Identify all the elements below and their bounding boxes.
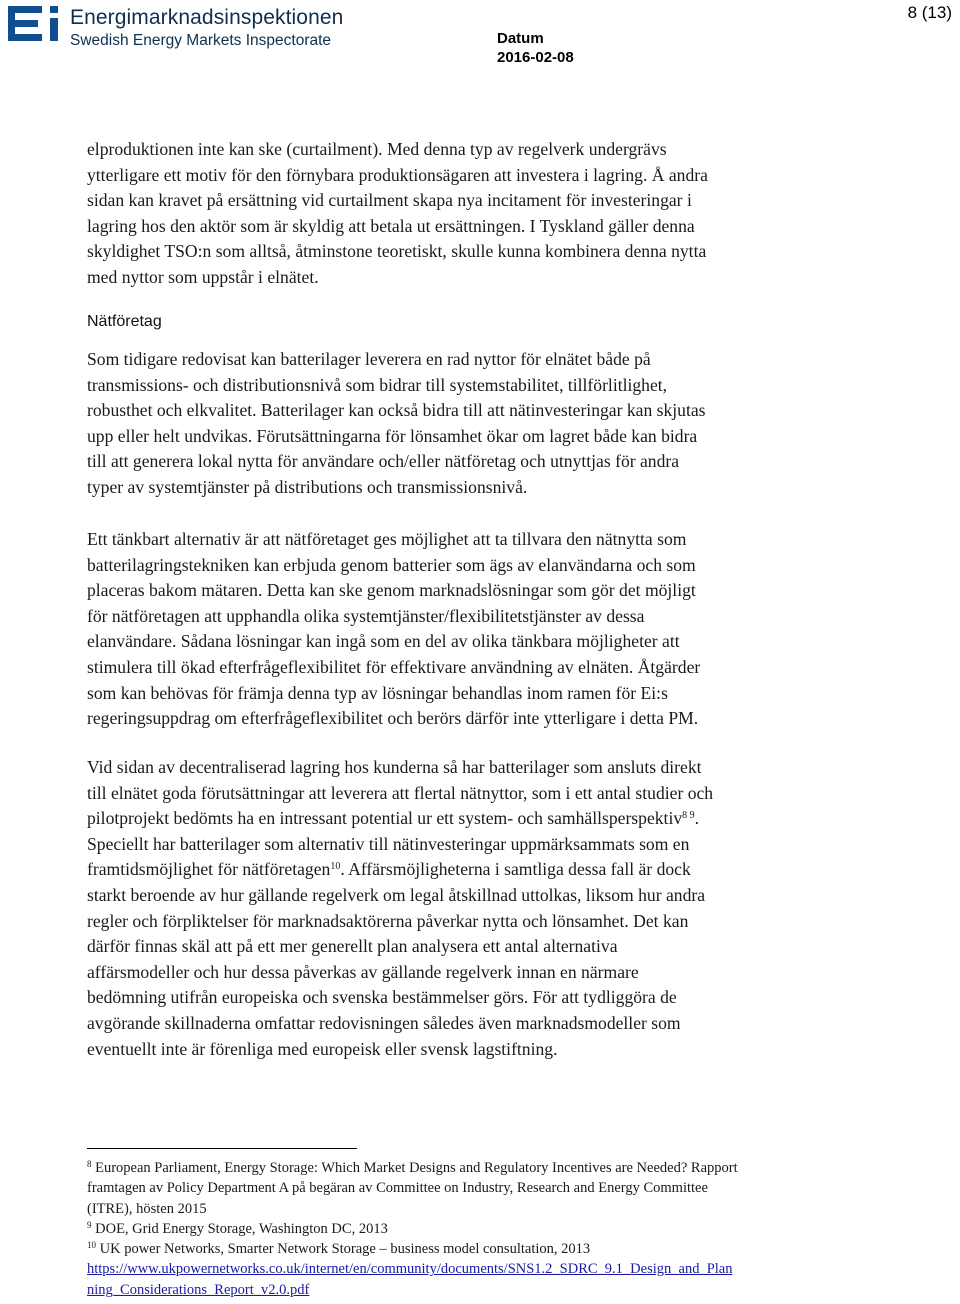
text-line: Speciellt har batterilager som alternativ till nätinvesteringar uppmärksammats som en [87, 833, 690, 854]
page-number: 8 (13) [907, 3, 952, 22]
footnote-link[interactable]: ning_Considerations_Report_v2.0.pdf [87, 1281, 310, 1298]
text-line [87, 857, 847, 883]
text-line: till att generera lokal nytta för användare och/eller nätföretag och utnyttjas för andra [87, 451, 680, 472]
footnote-link-line [87, 1280, 847, 1300]
text-line: ytterligare ett motiv för den förnybara produktionsägaren att investera i lagring. Å andra [87, 164, 708, 185]
text-line: eventuellt inte är förenliga med europeisk eller svensk lagstiftning. [87, 1038, 558, 1059]
ei-logo-icon [6, 2, 66, 48]
date-label: Datum [497, 30, 544, 47]
text-line: till elnätet goda förutsättningar att leverera att flertal nätnyttor, som i ett antal studier och [87, 782, 714, 803]
footnote-divider [87, 1148, 357, 1149]
text-line: Som tidigare redovisat kan batterilager leverera en rad nyttor för elnätet både på [87, 349, 651, 369]
footnote-10 [87, 1239, 847, 1259]
text-line: starkt beroende av hur gällande regelverk om legal åtskillnad uttolkas, liksom hur andra [87, 884, 706, 905]
text-line: batterilagringstekniken kan erbjuda genom batterier som ägs av elanvändarna och som [87, 554, 696, 575]
paragraph-grid-benefits [87, 347, 847, 501]
text-span: . Affärsmöjligheterna i samtliga dessa fall är dock [340, 859, 691, 880]
text-line: sidan kan kravet på ersättning vid curtailment skapa nya incitament för investeringar i [87, 190, 692, 211]
text-span: framtidsmöjlighet för nätföretagen [87, 859, 331, 880]
footnote-number: 9 [87, 1219, 92, 1230]
text-line: för nätföretagen att upphandla olika systemtjänster/flexibilitetstjänster av dessa [87, 605, 645, 626]
org-name: Energimarknadsinspektionen [70, 6, 344, 29]
text-line: regeringsuppdrag om efterfrågeflexibilitet och berörs därför inte ytterligare i detta PM. [87, 708, 699, 729]
footnote-number: 8 [87, 1159, 92, 1169]
text-line: transmissions- och distributionsnivå som bidrar till systemstabilitet, tillförlitlighet, [87, 374, 668, 395]
text-line: regler och förpliktelser för marknadsaktörerna påverkar nytta och lönsamhet. Det kan [87, 910, 689, 931]
text-span: . [694, 808, 700, 829]
text-line: typer av systemtjänster på distributions och transmissionsnivå. [87, 476, 528, 497]
footnotes [87, 1158, 847, 1300]
footnote-text: European Parliament, Energy Storage: Which Market Designs and Regulatory Incentives are Needed? Rapport [95, 1160, 738, 1176]
footnote-text: framtagen av Policy Department A på begäran av Committee on Industry, Research and Energy Committee [87, 1180, 708, 1197]
text-line: placeras bakom mätaren. Detta kan ske genom marknadslösningar som gör det möjligt [87, 580, 696, 601]
text-line: elanvändare. Sådana lösningar kan ingå som en del av olika tänkbara möjligheter att [87, 631, 680, 652]
text-line: lagring hos den aktör som är skyldig att betala ut ersättningen. I Tyskland gäller denna [87, 215, 695, 236]
org-subtitle: Swedish Energy Markets Inspectorate [70, 32, 332, 49]
text-line: elproduktionen inte kan ske (curtailment). Med denna typ av regelverk undergrävs [87, 139, 667, 159]
paragraph-business-models [87, 755, 847, 1062]
text-line: skyldighet TSO:n som alltså, åtminstone teoretiskt, skulle kunna kombinera denna nytta [87, 241, 707, 262]
footnote-text: DOE, Grid Energy Storage, Washington DC, 2013 [95, 1220, 388, 1237]
text-line: affärsmodeller och hur dessa påverkas av gällande regelverk innan en närmare [87, 961, 639, 982]
text-span: pilotprojekt bedömts ha en intressant potential ur ett system- och samhällsperspektiv [87, 808, 683, 829]
text-line: Ett tänkbart alternativ är att nätföretaget ges möjlighet att ta tillvara den nätnytta som [87, 529, 687, 549]
footnote-9 [87, 1219, 847, 1239]
footnote-number: 10 [87, 1240, 96, 1251]
footnote-link[interactable]: https://www.ukpowernetworks.co.uk/internet/en/community/documents/SNS1.2_SDRC_9.1_Design_and_Plan [87, 1261, 733, 1278]
text-line: Vid sidan av decentraliserad lagring hos kunderna så har batterilager som ansluts direkt [87, 757, 702, 777]
text-line: med nyttor som uppstår i elnätet. [87, 266, 319, 287]
text-line: som kan behövas för främja denna typ av lösningar behandlas inom ramen för Ei:s [87, 682, 668, 703]
page-header [0, 0, 960, 80]
text-line: avgörande skillnaderna omfattar redovisningen således även marknadsmodeller som [87, 1012, 681, 1033]
paragraph-alternative [87, 527, 847, 732]
section-heading: Nätföretag [87, 313, 162, 330]
text-line: stimulera till ökad efterfrågeflexibilitet för effektivare användning av elnäten. Åtgärder [87, 656, 701, 677]
footnote-text: UK power Networks, Smarter Network Storage – business model consultation, 2013 [99, 1241, 591, 1258]
text-line: upp eller helt undvikas. Förutsättningarna för lönsamhet ökar om lagret både kan bidra [87, 425, 698, 446]
date-value: 2016-02-08 [497, 49, 574, 66]
text-line: robusthet och elkvalitet. Batterilager kan också bidra till att nätinvesteringar kan skjutas [87, 400, 706, 421]
text-line: bedömning utifrån europeiska och svenska bestämmelser görs. För att tydliggöra de [87, 987, 677, 1008]
footnote-link-line [87, 1259, 847, 1279]
paragraph-curtailment [87, 137, 847, 291]
footnote-ref[interactable]: 10 [330, 861, 341, 873]
text-line [87, 806, 847, 832]
footnote-text: (ITRE), hösten 2015 [87, 1200, 207, 1217]
text-line: därför finnas skäl att på ett mer generellt plan analysera ett antal alternativa [87, 936, 618, 957]
footnote-8 [87, 1158, 847, 1178]
footnote-ref[interactable]: 8 9 [682, 810, 695, 822]
